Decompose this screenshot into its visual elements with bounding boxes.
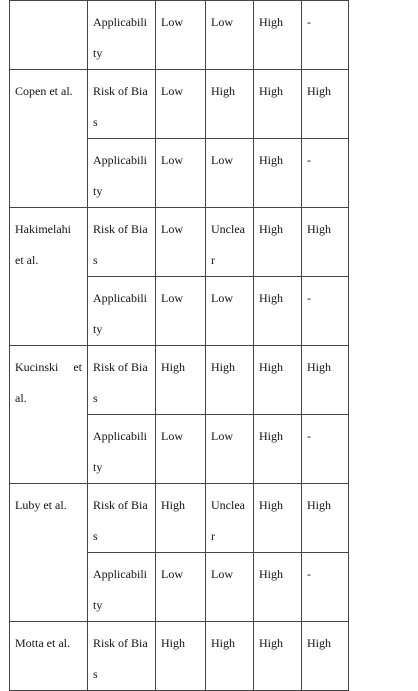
rating-cell: Low [206, 277, 254, 346]
rating-cell: High [254, 553, 302, 622]
study-name-line: Kucinski et [15, 360, 82, 374]
domain-cell: Applicability [88, 277, 156, 346]
rating-cell: High [254, 1, 302, 70]
study-cell [10, 622, 88, 691]
table-row [10, 622, 349, 691]
rating-cell: High [302, 208, 349, 277]
rating-cell: - [302, 139, 349, 208]
rating-cell: Low [156, 208, 206, 277]
study-name-line: et al. [15, 253, 39, 267]
domain-cell: Risk of Bias [88, 70, 156, 139]
table-body [10, 1, 349, 691]
rating-cell: High [302, 622, 349, 691]
domain-cell: Applicability [88, 139, 156, 208]
rating-cell: High [254, 277, 302, 346]
rating-cell: Low [206, 553, 254, 622]
domain-cell: Applicability [88, 1, 156, 70]
rating-cell: High [206, 70, 254, 139]
rating-cell: Low [206, 1, 254, 70]
table-row [10, 484, 349, 553]
study-name-line: Luby et al. [15, 498, 67, 512]
study-cell [10, 484, 88, 622]
study-cell [10, 208, 88, 346]
rating-cell: Low [156, 553, 206, 622]
rating-cell: Unclear [206, 484, 254, 553]
rating-cell: High [156, 622, 206, 691]
rating-cell: - [302, 553, 349, 622]
table-row [10, 70, 349, 139]
rating-cell: Low [206, 415, 254, 484]
rating-cell: High [254, 622, 302, 691]
domain-cell: Applicability [88, 553, 156, 622]
rating-cell: High [254, 139, 302, 208]
rating-cell: Low [156, 70, 206, 139]
rating-cell: High [254, 415, 302, 484]
rating-cell: Low [156, 1, 206, 70]
study-name-line: al. [15, 391, 27, 405]
study-name-line: Motta et al. [15, 636, 70, 650]
rating-cell: High [302, 70, 349, 139]
rating-cell: - [302, 415, 349, 484]
table-row [10, 346, 349, 415]
rating-cell: High [302, 346, 349, 415]
rating-cell: High [254, 70, 302, 139]
table-row [10, 1, 349, 70]
rating-cell: - [302, 1, 349, 70]
rating-cell: High [206, 346, 254, 415]
rating-cell: High [156, 484, 206, 553]
domain-cell: Risk of Bias [88, 622, 156, 691]
domain-cell: Risk of Bias [88, 484, 156, 553]
domain-cell: Risk of Bias [88, 208, 156, 277]
rating-cell: High [254, 346, 302, 415]
rating-cell: Low [156, 139, 206, 208]
table-row [10, 208, 349, 277]
rating-cell: High [254, 208, 302, 277]
study-cell [10, 1, 88, 70]
study-name-line: Copen et al. [15, 84, 73, 98]
rating-cell: High [254, 484, 302, 553]
study-cell [10, 70, 88, 208]
rating-cell: Low [206, 139, 254, 208]
domain-cell: Risk of Bias [88, 346, 156, 415]
study-name-line: Hakimelahi [15, 222, 71, 236]
domain-cell: Applicability [88, 415, 156, 484]
rating-cell: Low [156, 277, 206, 346]
rating-cell: High [156, 346, 206, 415]
risk-of-bias-table [9, 0, 349, 691]
rating-cell: Low [156, 415, 206, 484]
rating-cell: High [206, 622, 254, 691]
rating-cell: - [302, 277, 349, 346]
rating-cell: High [302, 484, 349, 553]
rating-cell: Unclear [206, 208, 254, 277]
